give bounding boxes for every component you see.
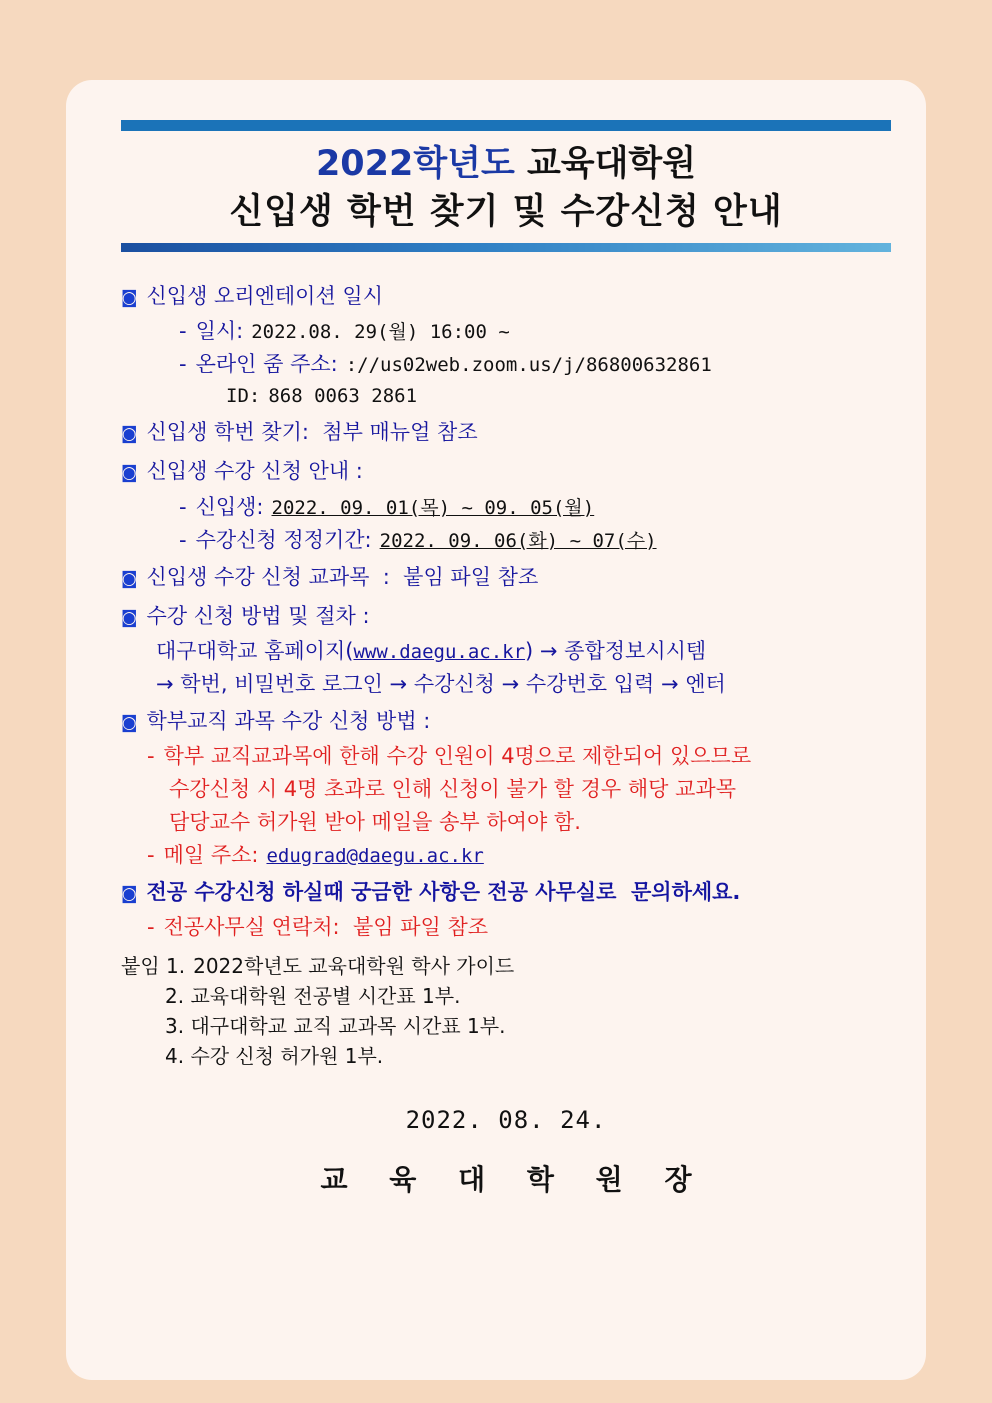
item-value: 2022.08. 29(월) 16:00 ~	[251, 321, 510, 344]
section-title: 수강 신청 방법 및 절차 :	[146, 603, 370, 628]
title-org: 교육대학원	[526, 144, 697, 184]
item-label: 신입생:	[195, 494, 264, 519]
section-heading	[121, 879, 891, 905]
attachment-item: 3. 대구대학교 교직 교과목 시간표 1부.	[165, 1013, 506, 1038]
section-title: 학부교직 과목 수강 신청 방법 :	[146, 708, 431, 733]
square-bullet-icon: ◙	[121, 607, 138, 628]
item-label: 메일 주소:	[163, 842, 259, 867]
dash-marker: -	[179, 352, 187, 377]
attachment-row	[121, 1013, 891, 1038]
attachment-row	[121, 1043, 891, 1068]
attachment-label: 붙임 1.	[121, 953, 186, 978]
attachment-item: 2022학년도 교육대학원 학사 가이드	[193, 953, 515, 978]
attachment-list	[121, 953, 891, 1068]
square-bullet-icon: ◙	[121, 424, 138, 445]
item-value: 2022. 09. 01(목) ~ 09. 05(월)	[271, 496, 595, 519]
title-line-1	[121, 141, 891, 188]
section-heading	[121, 461, 891, 484]
zoom-url[interactable]: ://us02web.zoom.us/j/86800632861	[345, 354, 712, 377]
issuer-name: 교 육 대 학 원 장	[320, 1162, 708, 1196]
section-title: 신입생 수강 신청 교과목 : 붙임 파일 참조	[146, 564, 539, 589]
procedure-prefix: 대구대학교 홈페이지(	[156, 638, 354, 663]
square-bullet-icon: ◙	[121, 463, 138, 484]
list-item	[121, 321, 891, 342]
square-bullet-icon: ◙	[121, 288, 138, 309]
homepage-link[interactable]: www.daegu.ac.kr	[353, 640, 526, 663]
notice-line: 학부 교직교과목에 한해 수강 인원이 4명으로 제한되어 있으므로	[163, 743, 752, 768]
item-value: 2022. 09. 06(화) ~ 07(수)	[379, 529, 657, 552]
section-heading	[121, 708, 891, 734]
dash-marker: -	[147, 914, 155, 939]
dash-marker: -	[179, 319, 187, 344]
section-title: 신입생 수강 신청 안내 :	[146, 459, 363, 484]
list-item	[121, 671, 891, 696]
procedure-suffix: ) → 종합정보시시템	[525, 638, 707, 663]
section-heading	[121, 422, 891, 445]
list-item	[121, 743, 891, 768]
dash-marker: -	[179, 527, 187, 552]
list-item	[121, 387, 891, 406]
title-block	[121, 120, 891, 252]
list-item	[121, 638, 891, 663]
list-item	[121, 809, 891, 834]
notice-line: 수강신청 시 4명 초과로 인해 신청이 불가 할 경우 해당 교과목	[169, 776, 736, 801]
section-heading	[121, 564, 891, 590]
poster-content	[121, 120, 891, 1194]
list-item	[121, 494, 891, 519]
poster-body	[121, 286, 891, 1194]
zoom-id-label: ID:	[226, 385, 261, 408]
item-label: 일시:	[195, 319, 244, 344]
square-bullet-icon: ◙	[121, 712, 138, 733]
list-item	[121, 527, 891, 552]
issue-date: 2022. 08. 24.	[405, 1105, 607, 1134]
section-title: 신입생 학번 찾기: 첨부 매뉴얼 참조	[146, 420, 478, 445]
attachment-item: 2. 교육대학원 전공별 시간표 1부.	[165, 983, 461, 1008]
section-heading	[121, 603, 891, 629]
section-title: 신입생 오리엔테이션 일시	[146, 284, 383, 309]
attachment-row	[121, 983, 891, 1008]
square-bullet-icon: ◙	[121, 883, 138, 904]
item-label: 온라인 줌 주소:	[195, 352, 338, 377]
square-bullet-icon: ◙	[121, 568, 138, 589]
list-item	[121, 776, 891, 801]
title-year: 2022학년도	[315, 144, 515, 184]
dash-marker: -	[147, 842, 155, 867]
section-title: 전공 수강신청 하실때 궁금한 사항은 전공 사무실로 문의하세요.	[146, 879, 741, 904]
item-label: 수강신청 정정기간:	[195, 527, 372, 552]
dash-marker: -	[147, 743, 155, 768]
poster-page	[66, 80, 926, 1380]
signature-block	[121, 1105, 891, 1196]
list-item	[121, 842, 891, 867]
list-item	[121, 354, 891, 375]
list-item	[121, 914, 891, 939]
title-bottom-rule	[121, 243, 891, 252]
title-line-2: 신입생 학번 찾기 및 수강신청 안내	[229, 192, 783, 233]
zoom-id-value: 868 0063 2861	[268, 385, 418, 408]
attachment-row	[121, 953, 891, 978]
procedure-steps: → 학번, 비밀번호 로그인 → 수강신청 → 수강번호 입력 → 엔터	[156, 671, 726, 696]
attachment-item: 4. 수강 신청 허가원 1부.	[165, 1043, 384, 1068]
section-heading	[121, 286, 891, 309]
email-link[interactable]: edugrad@daegu.ac.kr	[266, 844, 484, 867]
dash-marker: -	[179, 494, 187, 519]
title-top-rule	[121, 120, 891, 131]
office-contact: 전공사무실 연락처: 붙임 파일 참조	[163, 914, 489, 939]
notice-line: 담당교수 허가원 받아 메일을 송부 하여야 함.	[169, 809, 581, 834]
